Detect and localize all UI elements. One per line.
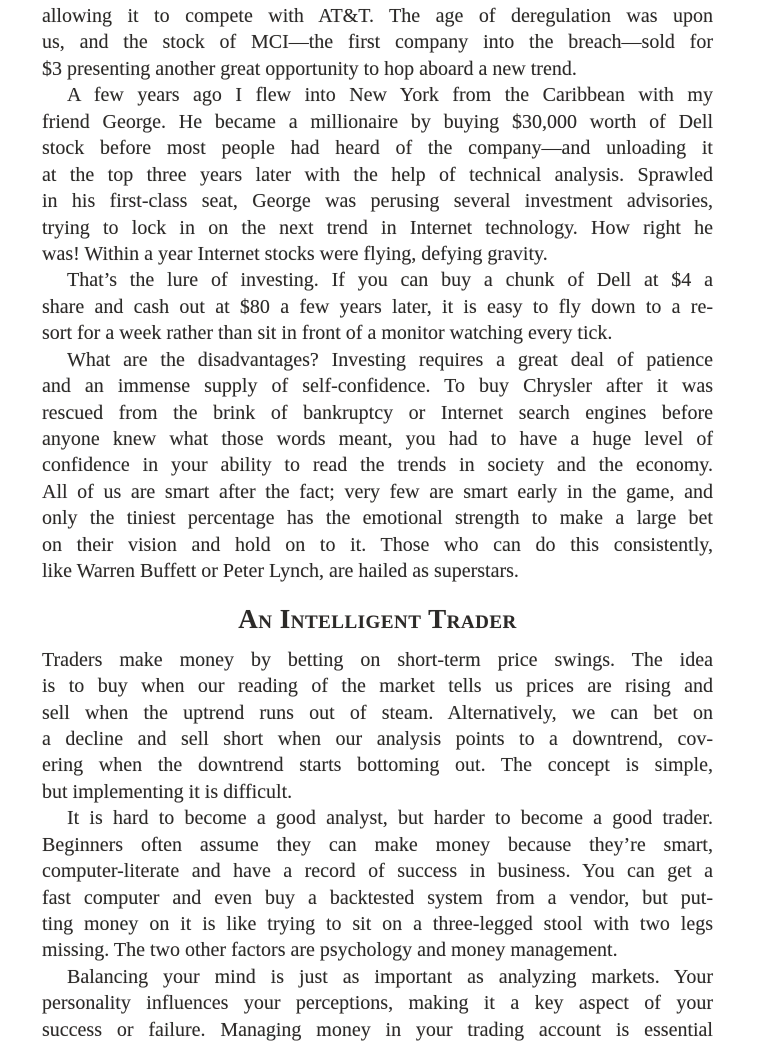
text-line: was! Within a year Internet stocks were flying, defying gravity. [42,242,548,265]
paragraph [42,82,713,267]
text-line: missing. The two other factors are psychology and money management. [42,939,618,962]
page-content [42,3,713,1042]
text-line: friend George. He became a millionaire by buying $30,000 worth of Dell [42,110,713,133]
paragraph [42,267,713,346]
text-line: us, and the stock of MCI—the first company into the breach—sold for [42,31,713,54]
text-line: Balancing your mind is just as important as analyzing markets. Your [67,965,713,988]
text-line: in his first-class seat, George was perusing several investment advisories, [42,190,713,213]
text-line: sort for a week rather than sit in front of a monitor watching every tick. [42,322,613,345]
text-line: sell when the uptrend runs out of steam. Alternatively, we can bet on [42,701,713,724]
text-line: That’s the lure of investing. If you can buy a chunk of Dell at $4 a [67,269,713,292]
text-line: rescued from the brink of bankruptcy or Internet search engines before [42,401,713,424]
text-line: fast computer and even buy a backtested system from a vendor, but put- [42,886,713,909]
text-line: computer-literate and have a record of success in business. You can get a [42,860,713,883]
paragraph [42,805,713,964]
text-line: What are the disadvantages? Investing requires a great deal of patience [67,348,713,371]
text-line: ting money on it is like trying to sit on a three-legged stool with two legs [42,913,713,935]
paragraph [42,347,713,585]
text-line: personality influences your perceptions, making it a key aspect of your [42,992,713,1015]
text-line: Traders make money by betting on short-term price swings. The idea [42,648,713,671]
text-line: anyone knew what those words meant, you had to have a huge level of [42,428,713,450]
text-line: trying to lock in on the next trend in Internet technology. How right he [42,216,713,239]
text-line: only the tiniest percentage has the emotional strength to make a large bet [42,507,713,530]
text-line: It is hard to become a good analyst, but harder to become a good trader. [67,807,713,830]
text-line: is to buy when our reading of the market tells us prices are rising and [42,675,713,698]
text-line: a decline and sell short when our analysis points to a downtrend, cov- [42,727,713,750]
text-line: A few years ago I flew into New York from the Caribbean with my [67,84,713,107]
text-line: confidence in your ability to read the trends in society and the economy. [42,454,713,477]
text-line: like Warren Buffett or Peter Lynch, are hailed as superstars. [42,560,519,583]
text-line: allowing it to compete with AT&T. The age of deregulation was upon [42,5,713,27]
text-line: ering when the downtrend starts bottoming out. The concept is simple, [42,754,713,777]
text-line: stock before most people had heard of the company—and unloading it [42,137,713,160]
text-line: All of us are smart after the fact; very few are smart early in the game, and [42,480,713,503]
paragraph [42,647,713,806]
paragraph [42,3,713,82]
section-heading: An Intelligent Trader [238,603,517,634]
text-line: but implementing it is difficult. [42,780,293,803]
text-line: at the top three years later with the help of technical analysis. Sprawled [42,163,713,186]
paragraph [42,964,713,1042]
text-line: on their vision and hold on to it. Those who can do this consistently, [42,533,713,556]
text-line: share and cash out at $80 a few years later, it is easy to fly down to a re- [42,295,713,318]
text-line: $3 presenting another great opportunity to hop aboard a new trend. [42,57,577,80]
text-line: and an immense supply of self-confidence. To buy Chrysler after it was [42,375,713,398]
text-line: Beginners often assume they can make money because they’re smart, [42,833,713,856]
text-line: success or failure. Managing money in your trading account is essential [42,1018,713,1041]
